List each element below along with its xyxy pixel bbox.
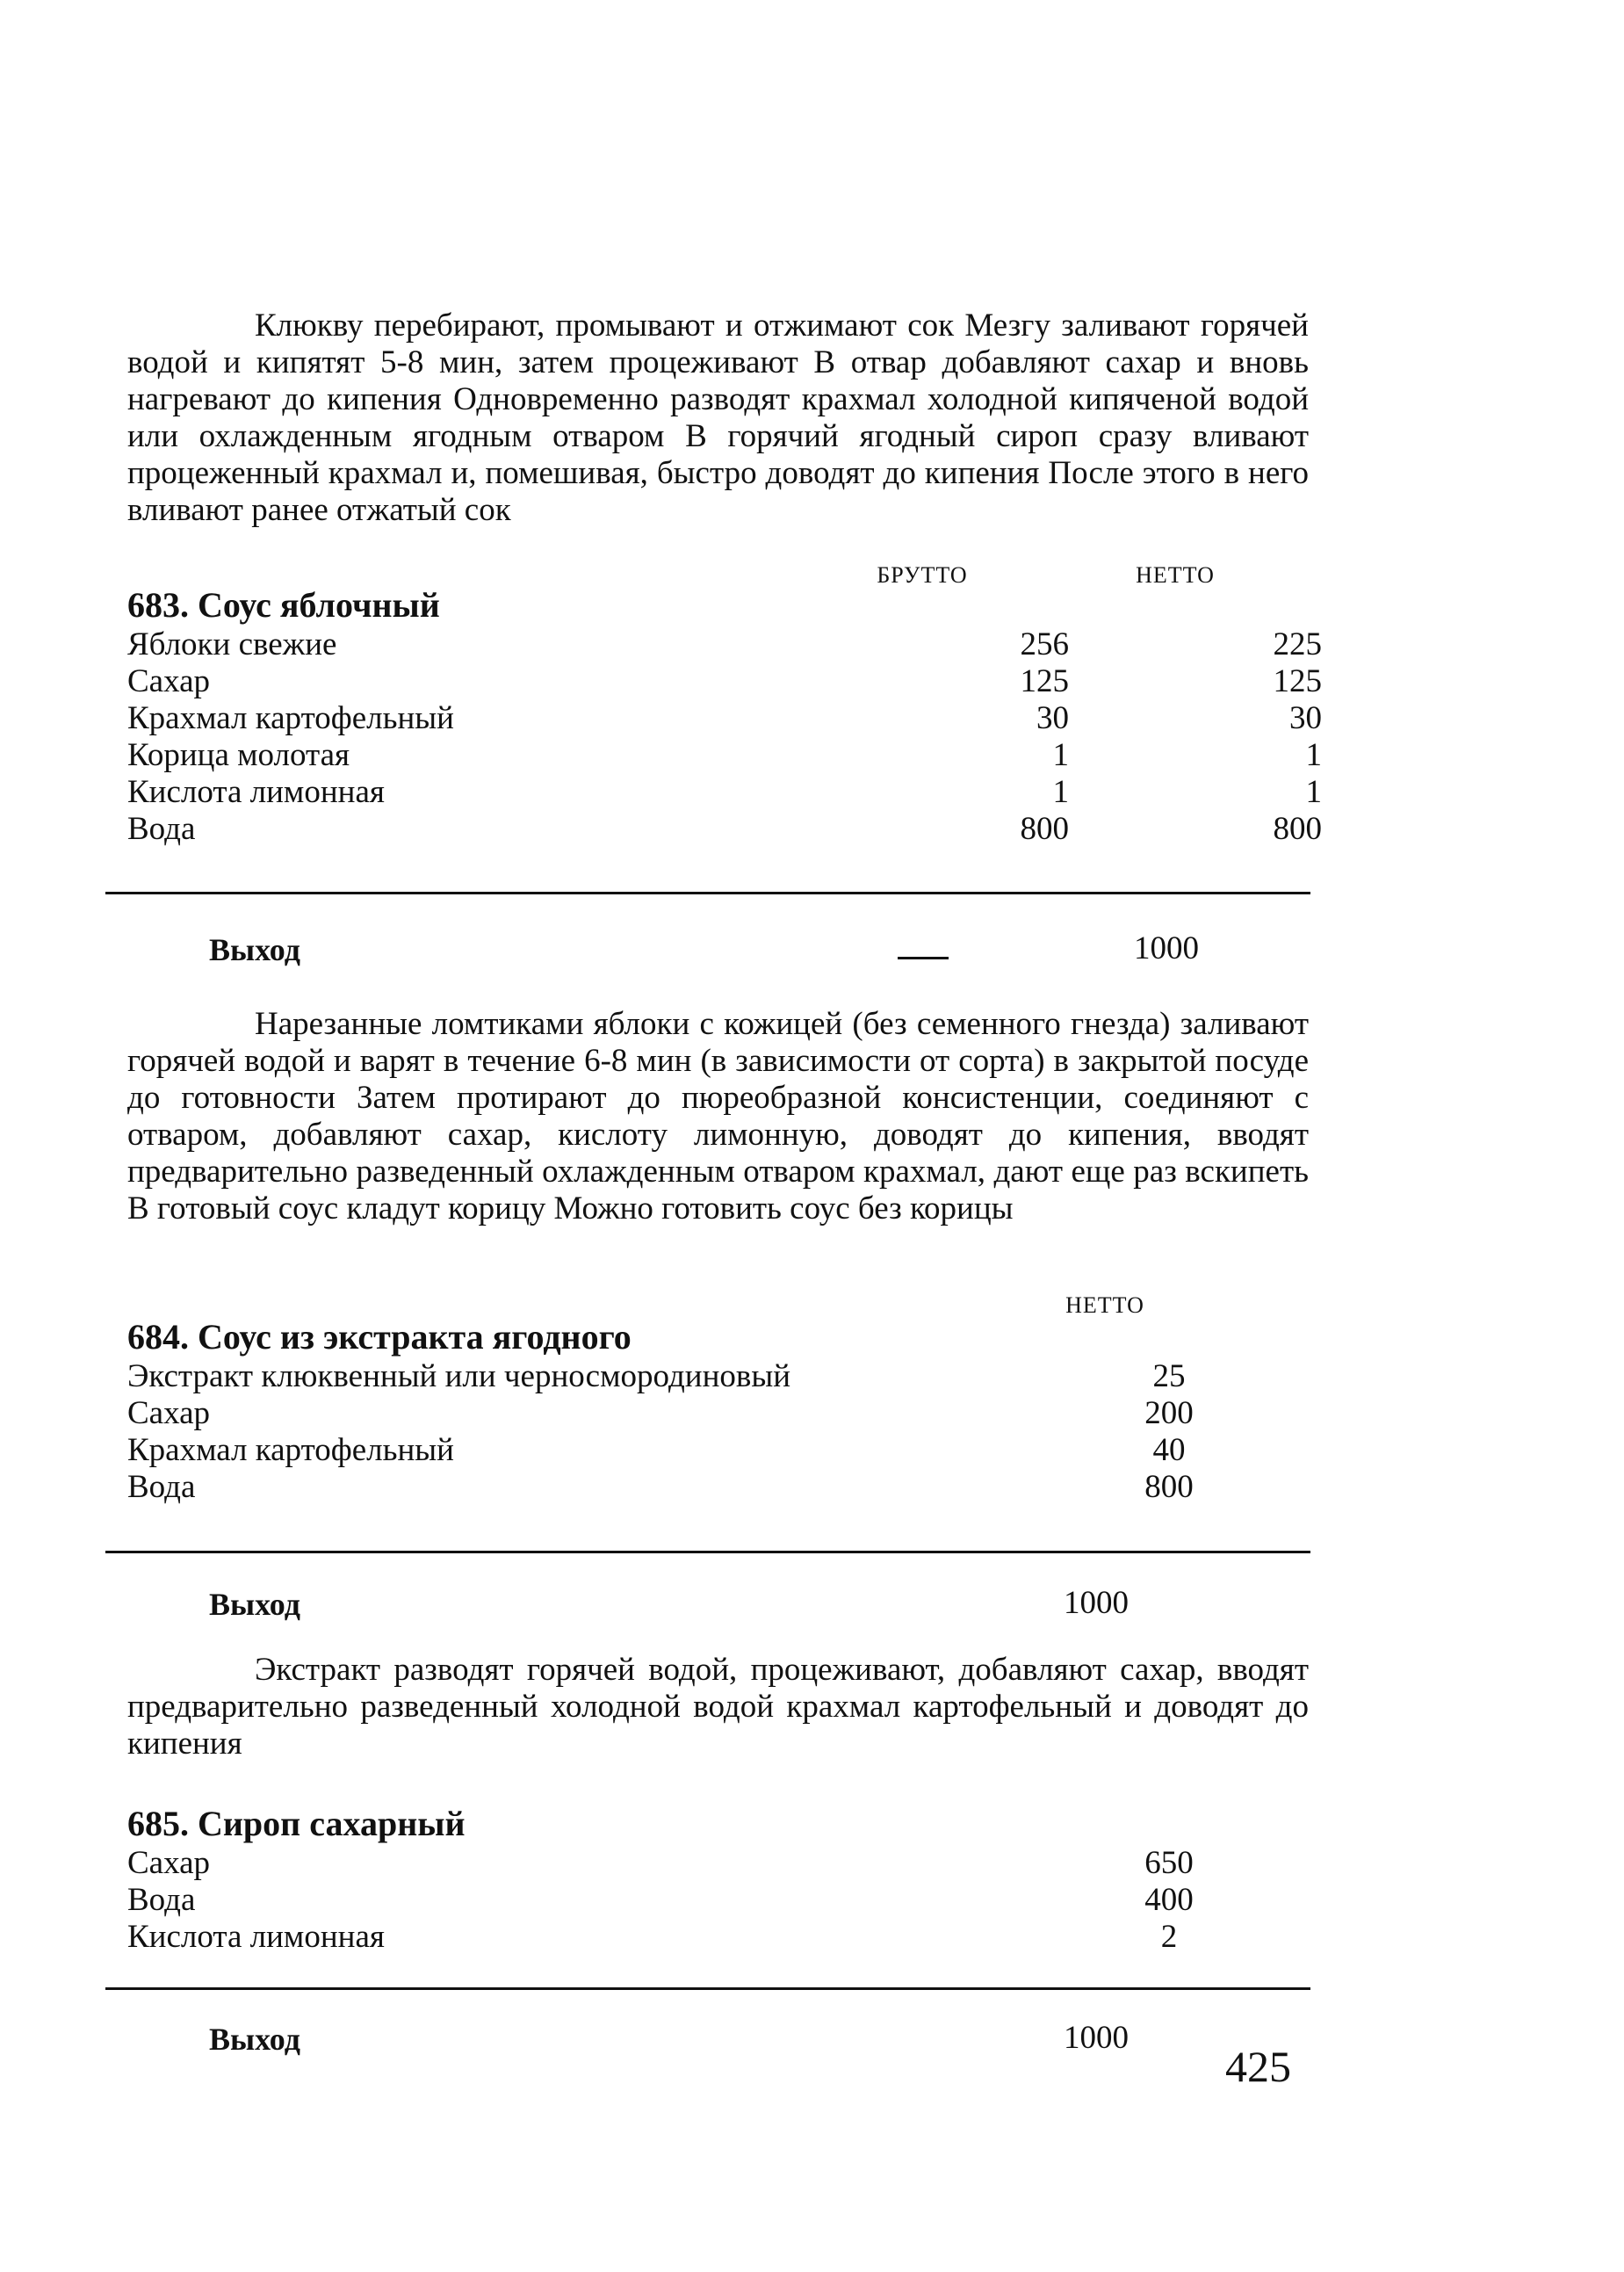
ingredient-row xyxy=(127,811,1322,848)
recipe-684-yield-value: 1000 xyxy=(1064,1585,1129,1621)
ingredient-netto: 125 xyxy=(1273,663,1322,699)
ingredient-name: Кислота лимонная xyxy=(127,774,385,810)
recipe-684-description: Экстракт разводят горячей водой, процеживают, добавляют сахар, вводят предварительно разведенный холодной водой крахмал картофельный и доводят до кипения xyxy=(127,1652,1309,1762)
recipe-685-ingredients xyxy=(127,1845,1309,1956)
recipe-683-ingredients xyxy=(127,626,1322,848)
divider-rule xyxy=(105,1551,1310,1553)
ingredient-netto: 200 xyxy=(1144,1395,1194,1431)
divider-rule xyxy=(105,1987,1310,1990)
ingredient-row xyxy=(127,1469,1309,1506)
ingredient-row xyxy=(127,1395,1309,1432)
ingredient-netto: 650 xyxy=(1144,1845,1194,1881)
recipe-683-description: Нарезанные ломтиками яблоки с кожицей (без семенного гнезда) заливают горячей водой и варят в течение 6-8 мин (в зависимости от сорта) в закрытой посуде до готовности Затем протирают до пюреобразной консистенции, соединяют с отваром, добавляют сахар, кислоту лимонную, доводят до кипения, вводят предварительно разведенный охлажденным отваром крахмал, дают еще раз вскипеть В готовый соус кладут корицу Можно готовить соус без корицы xyxy=(127,1006,1309,1226)
ingredient-name: Крахмал картофельный xyxy=(127,700,454,736)
recipe-685-yield-label: Выход xyxy=(209,2022,300,2057)
ingredient-brutto: 1 xyxy=(1052,774,1069,810)
ingredient-netto: 30 xyxy=(1289,700,1322,736)
recipe-684-title: 684. Соус из экстракта ягодного xyxy=(127,1317,632,1357)
ingredient-row xyxy=(127,700,1322,737)
ingredient-name: Вода xyxy=(127,811,196,847)
ingredient-row xyxy=(127,626,1322,663)
ingredient-netto: 2 xyxy=(1160,1919,1178,1955)
ingredient-netto: 400 xyxy=(1144,1882,1194,1918)
ingredient-row xyxy=(127,737,1322,774)
ingredient-name: Вода xyxy=(127,1882,196,1918)
recipe-683-yield-label: Выход xyxy=(209,932,300,967)
ingredient-name: Яблоки свежие xyxy=(127,626,337,662)
ingredient-netto: 25 xyxy=(1152,1358,1186,1394)
ingredient-name: Сахар xyxy=(127,663,211,699)
recipe-685-title: 685. Сироп сахарный xyxy=(127,1804,466,1843)
ingredient-netto: 800 xyxy=(1144,1469,1194,1505)
page-number: 425 xyxy=(1225,2042,1291,2091)
intro-paragraph: Клюкву перебирают, промывают и отжимают сок Мезгу заливают горячей водой и кипятят 5-8 мин, затем процеживают В отвар добавляют сахар и вновь нагревают до кипения Одновременно разводят крахмал холодной кипяченой водой или охлажденным ягодным отваром В горячий ягодный сироп сразу вливают процеженный крахмал и, помешивая, быстро доводят до кипения После этого в него вливают ранее отжатый сок xyxy=(127,308,1309,528)
ingredient-brutto: 256 xyxy=(1020,626,1069,662)
recipe-683-title: 683. Соус яблочный xyxy=(127,585,440,625)
ingredient-name: Кислота лимонная xyxy=(127,1919,385,1955)
ingredient-name: Экстракт клюквенный или черносмородиновый xyxy=(127,1358,790,1394)
recipe-684-ingredients xyxy=(127,1358,1309,1506)
recipe-685-yield-value: 1000 xyxy=(1064,2020,1129,2056)
ingredient-netto: 1 xyxy=(1305,774,1322,810)
ingredient-row xyxy=(127,774,1322,811)
ingredient-netto: 225 xyxy=(1273,626,1322,662)
ingredient-brutto: 125 xyxy=(1020,663,1069,699)
ingredient-netto: 1 xyxy=(1305,737,1322,773)
ingredient-row xyxy=(127,1358,1309,1395)
ingredient-netto: 40 xyxy=(1152,1432,1186,1468)
column-header-netto: НЕТТО xyxy=(1136,562,1215,588)
column-header-netto: НЕТТО xyxy=(1065,1292,1144,1318)
recipe-683-yield-value: 1000 xyxy=(1134,930,1199,966)
ingredient-row xyxy=(127,1432,1309,1469)
ingredient-name: Крахмал картофельный xyxy=(127,1432,454,1468)
ingredient-row xyxy=(127,1882,1309,1919)
yield-brutto-dash xyxy=(898,957,949,959)
ingredient-netto: 800 xyxy=(1273,811,1322,847)
recipe-684-yield-label: Выход xyxy=(209,1587,300,1622)
ingredient-brutto: 1 xyxy=(1052,737,1069,773)
ingredient-brutto: 800 xyxy=(1020,811,1069,847)
ingredient-row xyxy=(127,663,1322,700)
divider-rule xyxy=(105,892,1310,894)
column-header-brutto: БРУТТО xyxy=(877,562,968,588)
ingredient-name: Сахар xyxy=(127,1395,211,1431)
ingredient-row xyxy=(127,1845,1309,1882)
ingredient-name: Вода xyxy=(127,1469,196,1505)
ingredient-name: Корица молотая xyxy=(127,737,350,773)
ingredient-name: Сахар xyxy=(127,1845,211,1881)
ingredient-row xyxy=(127,1919,1309,1956)
ingredient-brutto: 30 xyxy=(1036,700,1069,736)
